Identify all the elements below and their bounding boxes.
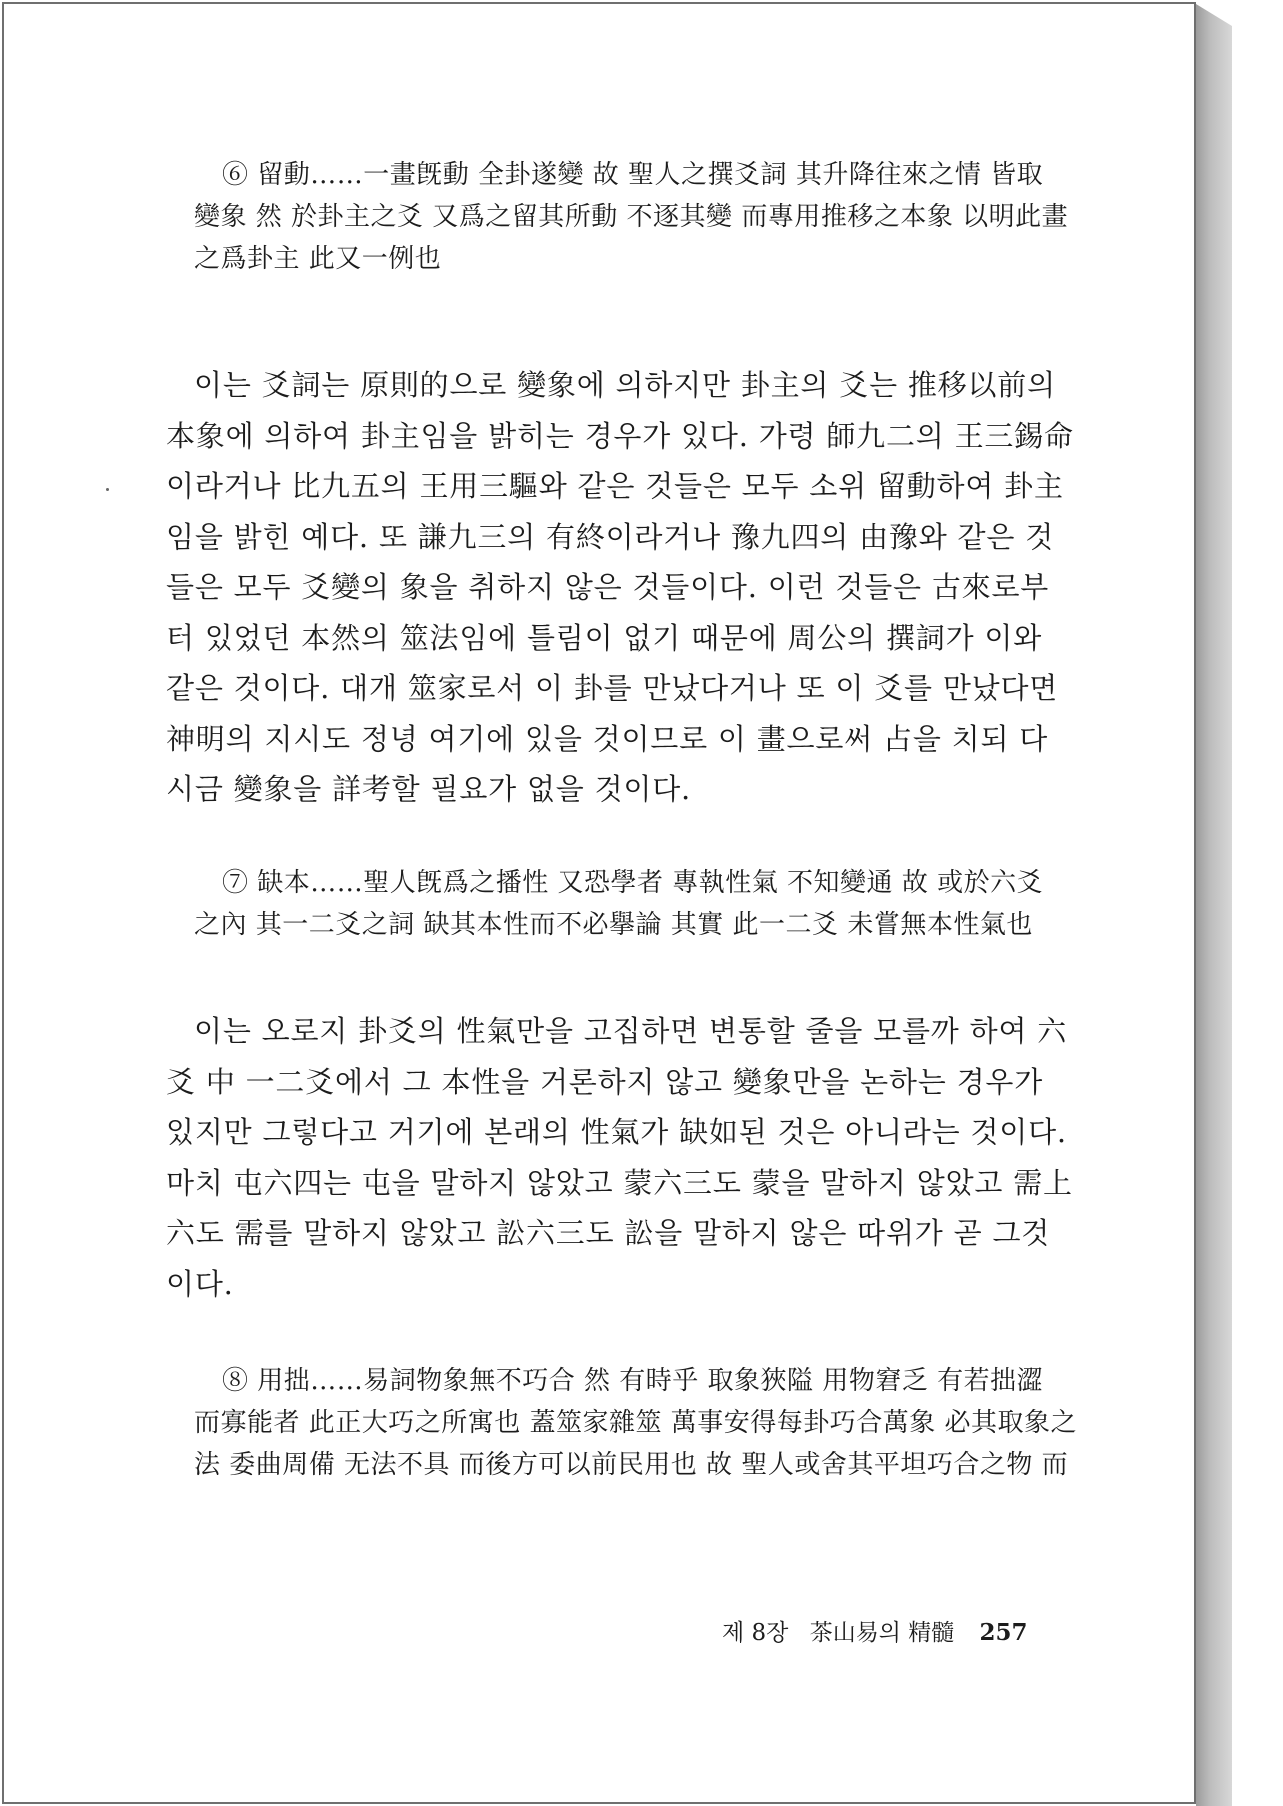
text-line: 임을 밝힌 예다. 또 謙九三의 有終이라거나 豫九四의 由豫와 같은 것 bbox=[166, 519, 1055, 554]
text-line: 神明의 지시도 정녕 여기에 있을 것이므로 이 畫으로써 占을 치되 다 bbox=[166, 721, 1049, 756]
text-line: 시금 變象을 詳考할 필요가 없을 것이다. bbox=[166, 772, 692, 806]
text-line: 이는 爻詞는 原則的으로 變象에 의하지만 卦主의 爻는 推移以前의 bbox=[194, 368, 1056, 402]
page-edge-shadow bbox=[1196, 4, 1232, 1806]
text-line: 들은 모두 爻變의 象을 취하지 않은 것들이다. 이런 것들은 古來로부 bbox=[166, 570, 1050, 604]
text-line: 있지만 그렇다고 거기에 본래의 性氣가 缺如된 것은 아니라는 것이다. bbox=[166, 1115, 1067, 1149]
quote-block-6 bbox=[194, 154, 1068, 280]
text-line: 法 委曲周備 无法不具 而後方可以前民用也 故 聖人或舍其平坦巧合之物 而 bbox=[194, 1450, 1069, 1480]
text-line: ⑥ 留動……一畫旣動 全卦遂變 故 聖人之撰爻詞 其升降往來之情 皆取 bbox=[222, 160, 1044, 190]
text-line: ⑧ 用拙……易詞物象無不巧合 然 有時乎 取象狹隘 用物窘乏 有若拙澀 bbox=[222, 1366, 1044, 1396]
text-line: 이라거나 比九五의 王用三驅와 같은 것들은 모두 소위 留動하여 卦主 bbox=[166, 469, 1064, 503]
text-line: 爻 中 一二爻에서 그 本性을 거론하지 않고 變象만을 논하는 경우가 bbox=[166, 1064, 1044, 1099]
book-page bbox=[2, 2, 1196, 1804]
running-footer bbox=[722, 1614, 1028, 1647]
text-line: 而寡能者 此正大巧之所寓也 蓋筮家雜筮 萬事安得每卦巧合萬象 必其取象之 bbox=[194, 1408, 1078, 1438]
commentary-paragraph-1 bbox=[166, 360, 1074, 815]
margin-mark bbox=[106, 488, 109, 491]
text-line: 마치 屯六四는 屯을 말하지 않았고 蒙六三도 蒙을 말하지 않았고 需上 bbox=[166, 1165, 1073, 1200]
chapter-title: 茶山易의 精髓 bbox=[809, 1620, 955, 1646]
chapter-label: 제 8장 bbox=[722, 1620, 789, 1646]
text-line: 터 있었던 本然의 筮法임에 틀림이 없기 때문에 周公의 撰詞가 이와 bbox=[166, 620, 1043, 655]
text-line: 本象에 의하여 卦主임을 밝히는 경우가 있다. 가령 師九二의 王三錫命 bbox=[166, 418, 1074, 453]
text-line: 六도 需를 말하지 않았고 訟六三도 訟을 말하지 않은 따위가 곧 그것 bbox=[166, 1216, 1051, 1250]
text-line: 이다. bbox=[166, 1266, 234, 1301]
text-line: ⑦ 缺本……聖人旣爲之播性 又恐學者 專執性氣 不知變通 故 或於六爻 bbox=[222, 868, 1044, 898]
text-line: 이는 오로지 卦爻의 性氣만을 고집하면 변통할 줄을 모를까 하여 六 bbox=[194, 1014, 1068, 1048]
text-line: 같은 것이다. 대개 筮家로서 이 卦를 만났다거나 또 이 爻를 만났다면 bbox=[166, 671, 1059, 705]
page-number: 257 bbox=[979, 1619, 1028, 1646]
text-line: 之爲卦主 此又一例也 bbox=[194, 244, 442, 274]
text-line: 之內 其一二爻之詞 缺其本性而不必擧論 其實 此一二爻 未嘗無本性氣也 bbox=[194, 910, 1033, 940]
quote-block-7 bbox=[194, 862, 1043, 946]
quote-block-8 bbox=[194, 1360, 1077, 1486]
text-line: 變象 然 於卦主之爻 又爲之留其所動 不逐其變 而專用推移之本象 以明此畫 bbox=[194, 202, 1069, 232]
commentary-paragraph-2 bbox=[166, 1006, 1073, 1309]
